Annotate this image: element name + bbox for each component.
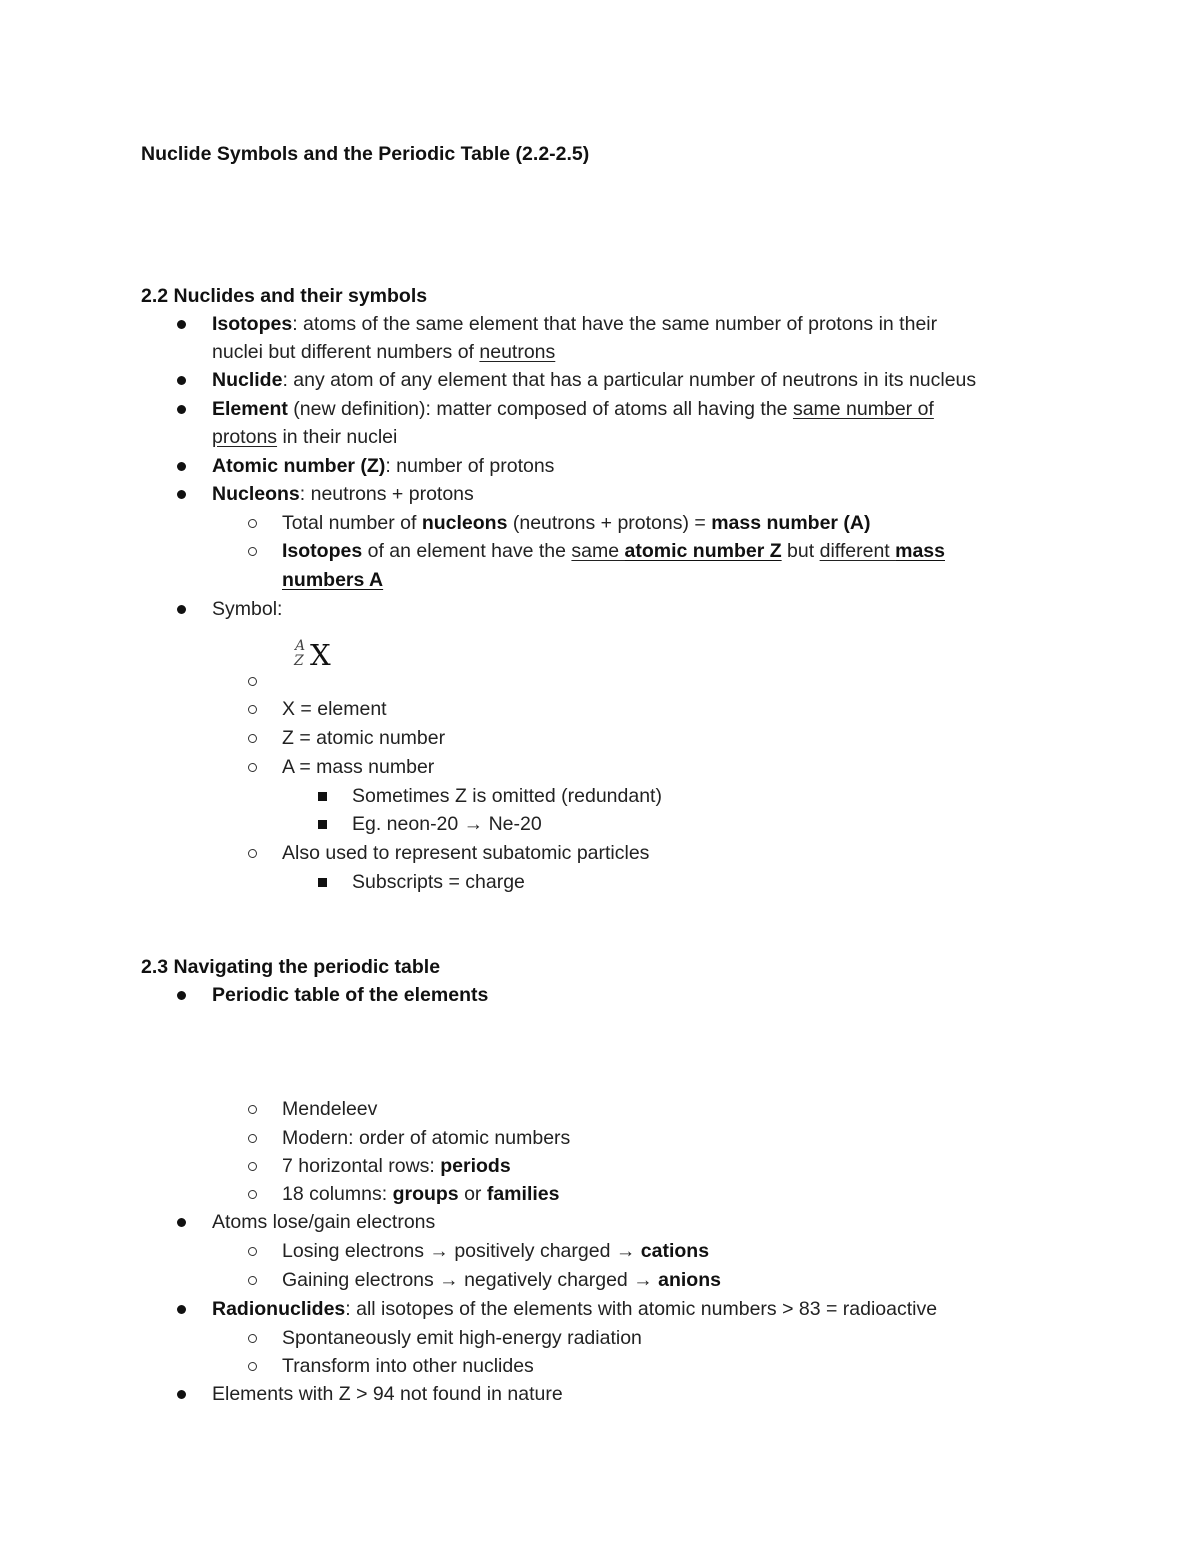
nucleons-definition: Nucleons: neutrons + protons <box>212 483 474 505</box>
isotopes-note: Isotopes of an element have the same atomic number Z but different mass <box>282 540 945 562</box>
page-title: Nuclide Symbols and the Periodic Table (2.2-2.5) <box>141 143 590 165</box>
bullet-icon <box>177 462 186 471</box>
mass-number-note: Total number of nucleons (neutrons + protons) = mass number (A) <box>282 512 871 534</box>
atoms-item: Atoms lose/gain electrons <box>212 1211 436 1233</box>
periodic-table-item: Periodic table of the elements <box>212 984 489 1006</box>
atomic-number-definition: Atomic number (Z): number of protons <box>212 455 555 477</box>
periods-item: 7 horizontal rows: periods <box>282 1155 511 1177</box>
hollow-bullet-icon <box>248 763 257 772</box>
symbol-item: X = element <box>282 698 387 720</box>
hollow-bullet-icon <box>248 1105 257 1114</box>
anions-item: Gaining electrons → negatively charged → anions <box>282 1269 721 1291</box>
symbol-subitem: Sometimes Z is omitted (redundant) <box>352 785 662 807</box>
modern-item: Modern: order of atomic numbers <box>282 1127 571 1149</box>
nuclide-notation: A Z X <box>294 638 331 672</box>
square-bullet-icon <box>318 820 327 829</box>
hollow-bullet-icon <box>248 1334 257 1343</box>
bullet-icon <box>177 490 186 499</box>
hollow-bullet-icon <box>248 1247 257 1256</box>
transform-item: Transform into other nuclides <box>282 1355 534 1377</box>
symbol-subitem: Eg. neon-20 → Ne-20 <box>352 813 542 835</box>
bullet-icon <box>177 1305 186 1314</box>
radionuclides-item: Radionuclides: all isotopes of the elements with atomic numbers > 83 = radioactive <box>212 1298 938 1320</box>
hollow-bullet-icon <box>248 519 257 528</box>
hollow-bullet-icon <box>248 547 257 556</box>
bullet-icon <box>177 605 186 614</box>
bullet-icon <box>177 405 186 414</box>
section-heading-2-3: 2.3 Navigating the periodic table <box>141 956 441 978</box>
cations-item: Losing electrons → positively charged → cations <box>282 1240 710 1262</box>
symbol-item: A = mass number <box>282 756 435 778</box>
elements-94-item: Elements with Z > 94 not found in nature <box>212 1383 563 1405</box>
bullet-icon <box>177 991 186 1000</box>
bullet-icon <box>177 1218 186 1227</box>
hollow-bullet-icon <box>248 677 257 686</box>
bullet-icon <box>177 320 186 329</box>
isotopes-note-cont: numbers A <box>282 569 384 591</box>
square-bullet-icon <box>318 878 327 887</box>
subatomic-note: Also used to represent subatomic particles <box>282 842 650 864</box>
element-definition-cont: protons in their nuclei <box>212 426 398 448</box>
radiation-item: Spontaneously emit high-energy radiation <box>282 1327 642 1349</box>
hollow-bullet-icon <box>248 1190 257 1199</box>
hollow-bullet-icon <box>248 849 257 858</box>
section-heading-2-2: 2.2 Nuclides and their symbols <box>141 285 428 307</box>
subscripts-note: Subscripts = charge <box>352 871 525 893</box>
hollow-bullet-icon <box>248 1134 257 1143</box>
groups-item: 18 columns: groups or families <box>282 1183 560 1205</box>
hollow-bullet-icon <box>248 1276 257 1285</box>
hollow-bullet-icon <box>248 1162 257 1171</box>
element-definition: Element (new definition): matter composed of atoms all having the same number of <box>212 398 934 420</box>
hollow-bullet-icon <box>248 705 257 714</box>
symbol-label: Symbol: <box>212 598 283 620</box>
mendeleev-item: Mendeleev <box>282 1098 378 1120</box>
isotopes-definition-cont: nuclei but different numbers of neutrons <box>212 341 556 363</box>
hollow-bullet-icon <box>248 1362 257 1371</box>
symbol-item: Z = atomic number <box>282 727 446 749</box>
hollow-bullet-icon <box>248 734 257 743</box>
isotopes-definition: Isotopes: atoms of the same element that have the same number of protons in their <box>212 313 938 335</box>
bullet-icon <box>177 376 186 385</box>
bullet-icon <box>177 1390 186 1399</box>
nuclide-definition: Nuclide: any atom of any element that has a particular number of neutrons in its nucleus <box>212 369 977 391</box>
square-bullet-icon <box>318 792 327 801</box>
